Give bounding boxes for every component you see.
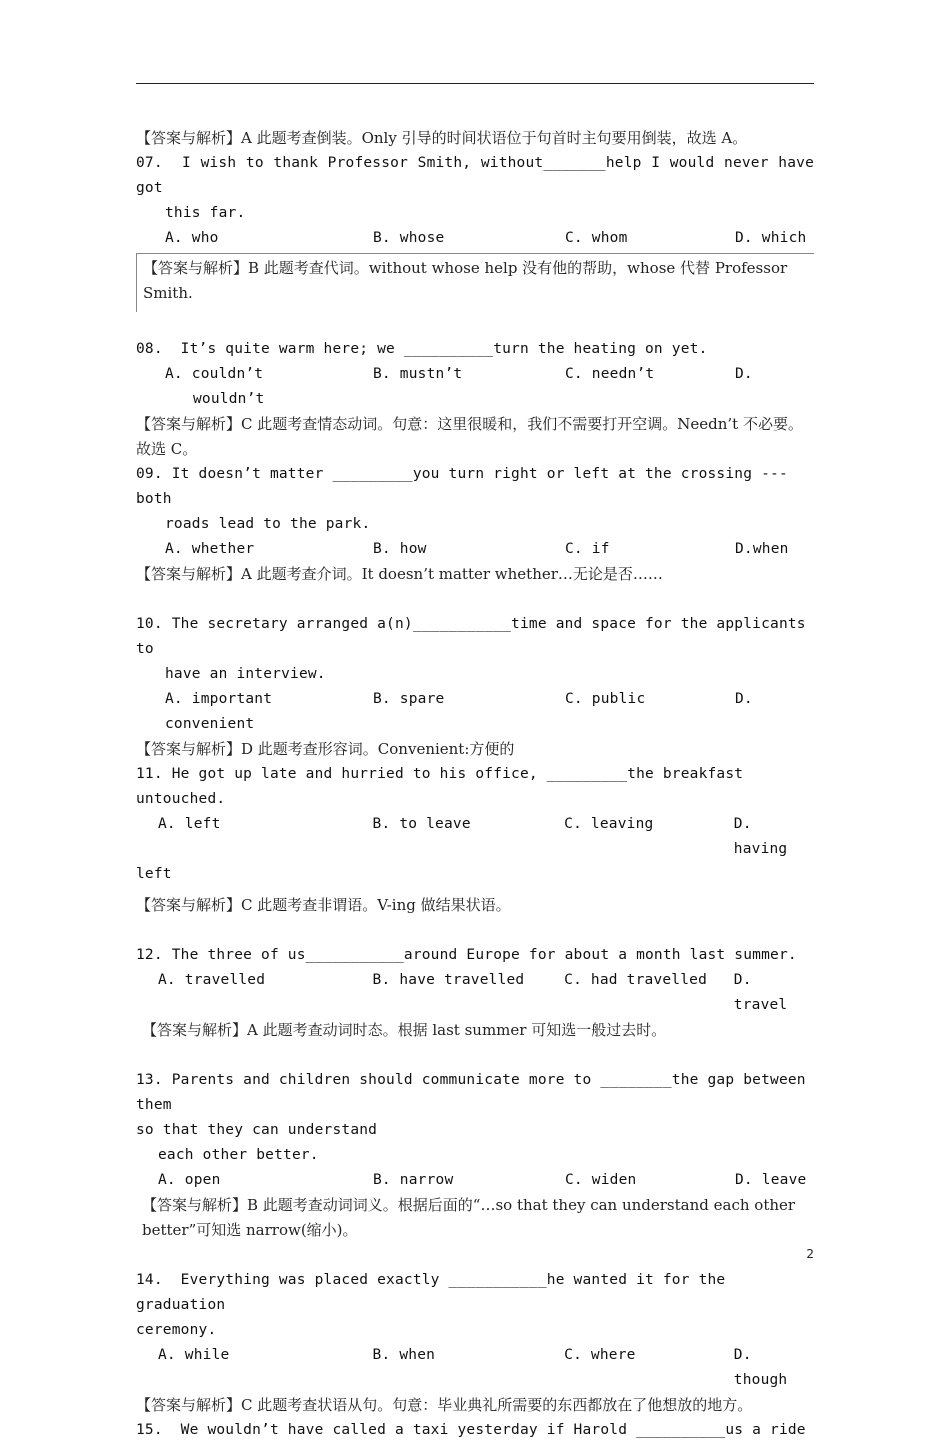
option-a: A. important [165,691,273,707]
question-13-stem: 13. Parents and children should communicate more to ________the gap between them [136,1072,815,1113]
option-b: B. spare [373,691,445,707]
question-10-stem-cont: have an interview. [165,666,326,682]
option-c: C. leaving [564,816,654,832]
question-14-stem: 14. Everything was placed exactly ___________he wanted it for the graduation [136,1272,735,1313]
question-08-stem: 08. It’s quite warm here; we __________turn the heating on yet. [136,341,708,357]
answer-13: 【答案与解析】B 此题考查动词词义。根据后面的“…so that they can understand each other better”可知选 narrow(缩小)。 [142,1196,796,1239]
answer-10: 【答案与解析】D 此题考查形容词。Convenient:方便的 [136,740,515,758]
question-10-stem: 10. The secretary arranged a(n)___________time and space for the applicants to [136,616,815,657]
question-13-options [136,1168,814,1193]
option-a: A. while [158,1347,230,1363]
option-b: B. have travelled [372,972,525,988]
answer-11: 【答案与解析】C 此题考查非谓语。V-ing 做结果状语。 [136,896,511,914]
header-rule [136,83,814,84]
option-c: C. whom [565,230,628,246]
option-c: C. needn’t [565,366,655,382]
answer-08: 【答案与解析】C 此题考查情态动词。句意：这里很暖和，我们不需要打开空调。Needn’t 不必要。故选 C。 [136,415,803,458]
question-07-stem: 07. I wish to thank Professor Smith, without_______help I would never have got [136,155,823,196]
answer-07: 【答案与解析】B 此题考查代词。without whose help 没有他的帮助，whose 代替 Professor Smith. [136,253,814,312]
option-d-text: wouldn’t [193,391,265,407]
question-09 [136,462,814,587]
question-15 [136,1418,814,1443]
option-b: B. whose [373,230,445,246]
option-b: B. how [373,541,427,557]
question-07-options [136,226,814,251]
question-07-stem-cont: this far. [165,205,246,221]
option-d: D. [735,366,753,382]
question-13-stem-cont: so that they can understand [136,1122,378,1138]
option-d: D. [735,691,753,707]
option-a: A. who [165,230,219,246]
answer-09: 【答案与解析】A 此题考查介词。It doesn’t matter whether…无论是否…… [136,565,663,583]
answer-06: 【答案与解析】A 此题考查倒装。Only 引导的时间状语位于句首时主句要用倒装，故选 A。 [136,129,748,147]
answer-12: 【答案与解析】A 此题考查动词时态。根据 last summer 可知选一般过去时。 [142,1021,667,1039]
option-a: A. left [158,816,221,832]
option-d: D. leave [735,1172,807,1188]
option-d: D. travel [733,972,788,1013]
question-12-options [136,968,814,1018]
option-c: C. widen [565,1172,637,1188]
option-d-text: convenient [165,716,255,732]
question-08 [136,337,814,462]
question-09-options [136,537,814,562]
option-c: C. where [564,1347,636,1363]
question-14 [136,1268,814,1418]
option-d: D.when [735,541,789,557]
question-12 [136,943,814,1043]
page-number: 2 [806,1247,814,1261]
question-10-options [136,687,814,712]
question-09-stem: 09. It doesn’t matter _________you turn right or left at the crossing ---both [136,466,788,507]
option-d: D. though [733,1347,788,1388]
question-15-stem: 15. We wouldn’t have called a taxi yesterday if Harold __________us a ride [136,1422,806,1438]
option-c: C. had travelled [564,972,708,988]
option-b: B. when [372,1347,436,1363]
question-07 [136,151,823,312]
question-13-stem-cont2: each other better. [158,1147,319,1163]
document-body [136,126,823,1443]
option-a: A. open [158,1172,221,1188]
question-08-options [136,362,814,387]
question-11-stem: 11. He got up late and hurried to his office, _________the breakfast untouched. [136,766,753,807]
option-d: D. which [735,230,807,246]
question-14-stem-cont: ceremony. [136,1322,217,1338]
option-c: C. public [565,691,646,707]
option-d: D. having [733,816,788,857]
option-a: A. travelled [158,972,266,988]
question-14-options [136,1343,814,1393]
question-11-options [136,812,814,862]
answer-14: 【答案与解析】C 此题考查状语从句。句意：毕业典礼所需要的东西都放在了他想放的地方。 [136,1396,753,1414]
option-a: A. whether [165,541,255,557]
option-a: A. couldn’t [165,366,264,382]
question-10 [136,612,814,762]
option-b: B. to leave [372,816,471,832]
question-11 [136,762,814,918]
option-d-text: left [136,866,172,882]
question-09-stem-cont: roads lead to the park. [165,516,371,532]
question-12-stem: 12. The three of us___________around Europe for about a month last summer. [136,947,797,963]
option-b: B. narrow [373,1172,454,1188]
question-13 [136,1068,814,1243]
option-b: B. mustn’t [373,366,463,382]
option-c: C. if [565,541,610,557]
